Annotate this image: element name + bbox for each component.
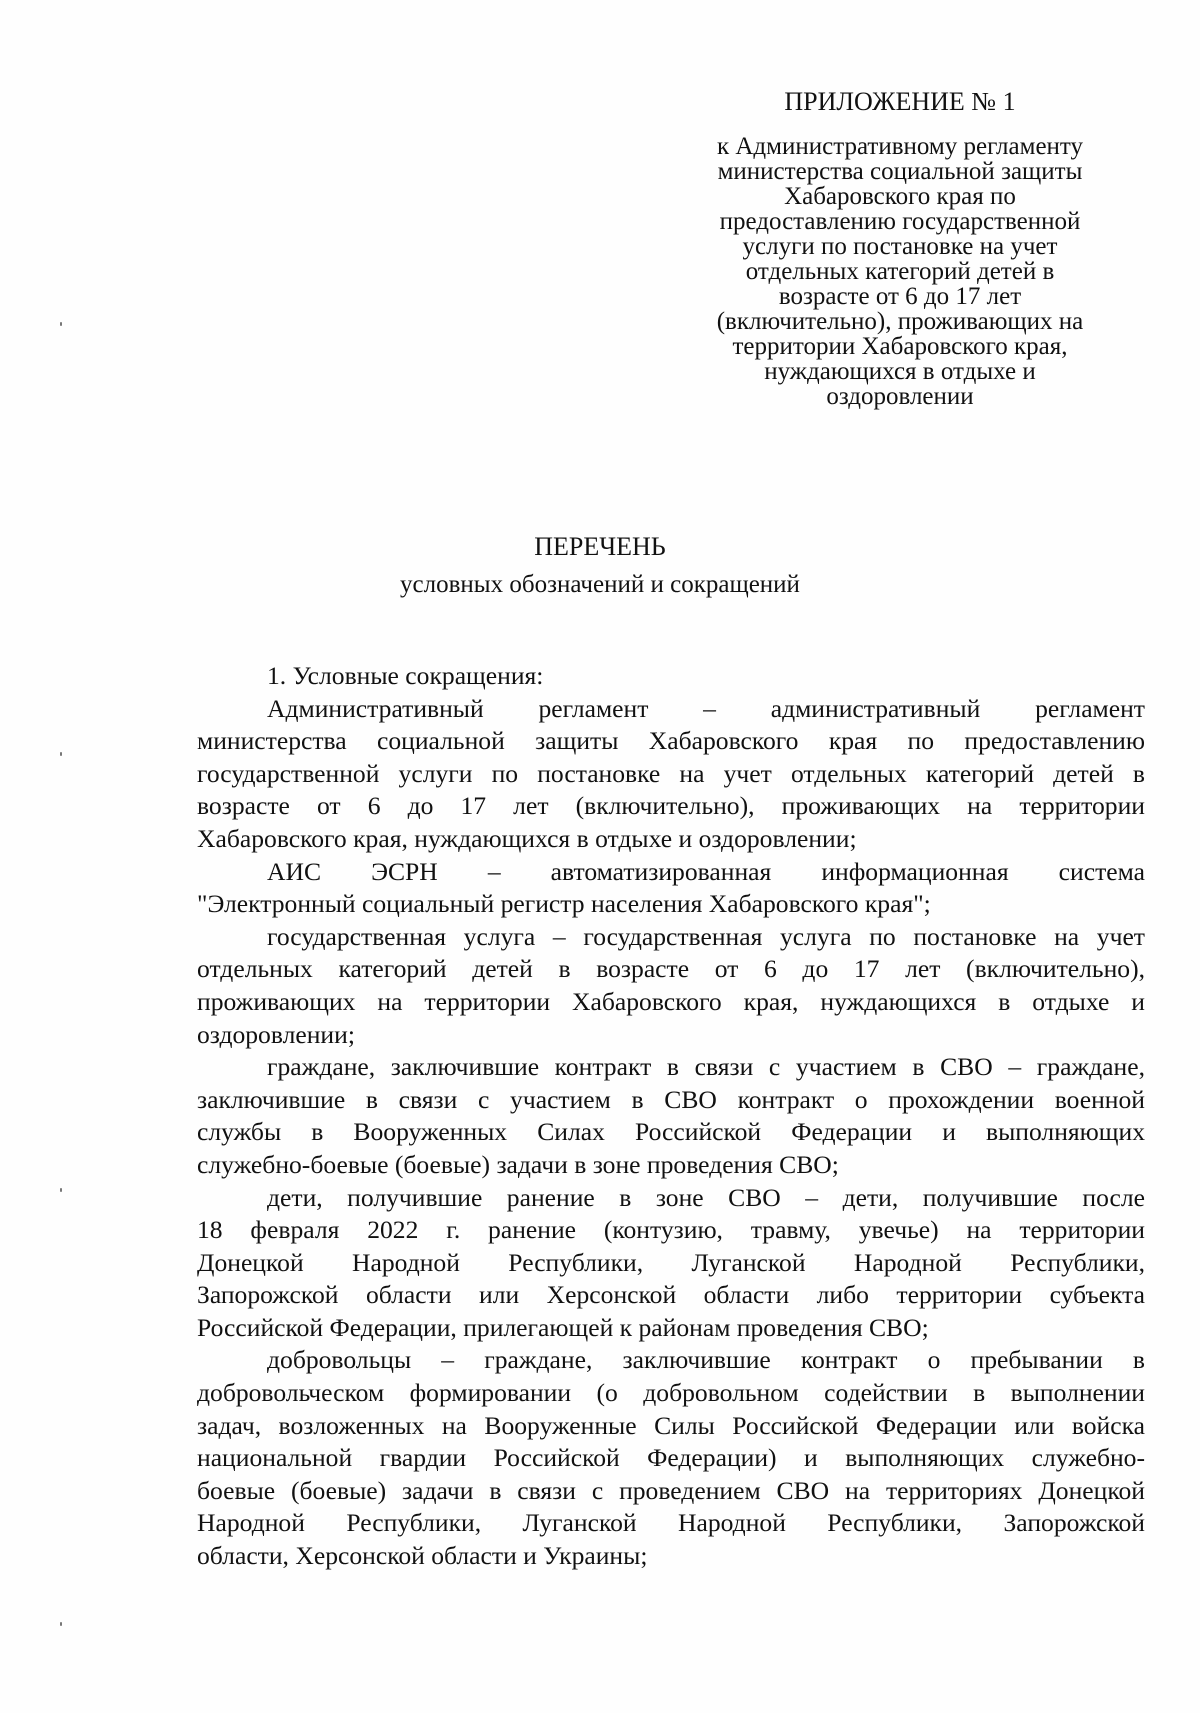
paragraph-line: боевые (боевые) задачи в связи с проведением СВО на территориях Донецкой [197, 1475, 1145, 1505]
scan-speck [60, 752, 62, 756]
paragraph [197, 856, 1145, 921]
paragraph [197, 1182, 1145, 1345]
appendix-line: предоставлению государственной [719, 208, 1081, 235]
paragraph-line: АИС ЭСРН – автоматизированная информационная система [267, 856, 1145, 886]
paragraph-line: службы в Вооруженных Силах Российской Федерации и выполняющих [197, 1117, 1145, 1147]
paragraph-line: добровольцы – граждане, заключившие контракт о пребывании в [267, 1345, 1145, 1375]
paragraph [197, 921, 1145, 1051]
paragraph-line: задач, возложенных на Вооруженные Силы Российской Федерации или войска [197, 1410, 1145, 1440]
paragraph-line: министерства социальной защиты Хабаровского края по предоставлению [197, 726, 1145, 756]
paragraph-line: 1. Условные сокращения: [267, 661, 544, 690]
appendix-line: отдельных категорий детей в [745, 258, 1055, 285]
scan-speck [60, 1188, 62, 1192]
scan-speck [60, 1622, 62, 1626]
paragraph-line: 18 февраля 2022 г. ранение (контузию, травму, увечье) на территории [197, 1215, 1145, 1245]
appendix-line: возрасте от 6 до 17 лет [778, 283, 1022, 310]
paragraph-line: отдельных категорий детей в возрасте от 6 до 17 лет (включительно), [197, 954, 1145, 984]
appendix-lines [690, 134, 1110, 409]
paragraph-line: Российской Федерации, прилегающей к районам проведения СВО; [197, 1312, 929, 1342]
paragraph-line: Народной Республики, Луганской Народной Республики, Запорожской [197, 1508, 1145, 1538]
paragraph-line: проживающих на территории Хабаровского края, нуждающихся в отдыхе и [197, 986, 1145, 1016]
paragraph-line: Хабаровского края, нуждающихся в отдыхе и оздоровлении; [197, 823, 857, 853]
appendix-line: министерства социальной защиты [717, 158, 1083, 185]
paragraph-line: государственная услуга – государственная услуга по постановке на учет [267, 921, 1145, 951]
appendix-line: к Административному регламенту [716, 133, 1084, 160]
paragraph-line: граждане, заключившие контракт в связи с участием в СВО – граждане, [267, 1052, 1145, 1082]
paragraph-line: дети, получившие ранение в зоне СВО – дети, получившие после [267, 1182, 1145, 1212]
paragraph-line: заключившие в связи с участием в СВО контракт о прохождении военной [197, 1084, 1145, 1114]
paragraph-line: Донецкой Народной Республики, Луганской Народной Республики, [197, 1247, 1145, 1277]
paragraph [197, 693, 1145, 856]
scan-speck [60, 322, 62, 326]
paragraph [197, 660, 1145, 693]
document-body [197, 660, 1145, 1573]
appendix-line: Хабаровского края по [784, 183, 1016, 210]
paragraph-line: области, Херсонской области и Украины; [197, 1541, 648, 1571]
paragraph-line: национальной гвардии Российской Федерации) и выполняющих служебно- [197, 1443, 1145, 1473]
appendix-line: территории Хабаровского края, [732, 333, 1068, 360]
paragraph-line: "Электронный социальный регистр населения Хабаровского края"; [197, 889, 931, 919]
paragraph-line: возрасте от 6 до 17 лет (включительно), проживающих на территории [197, 791, 1145, 821]
paragraph-line: добровольческом формировании (о добровольном содействии в выполнении [197, 1378, 1145, 1408]
paragraph-line: государственной услуги по постановке на учет отдельных категорий детей в [197, 758, 1145, 788]
appendix-line: (включительно), проживающих на [716, 308, 1084, 335]
paragraph-line: оздоровлении; [197, 1019, 355, 1049]
appendix-line: нуждающихся в отдыхе и [764, 358, 1036, 385]
paragraph [197, 1051, 1145, 1181]
appendix-title: ПРИЛОЖЕНИЕ № 1 [784, 87, 1016, 116]
paragraph-line: Административный регламент – административный регламент [267, 693, 1145, 723]
paragraph-line: служебно-боевые (боевые) задачи в зоне проведения СВО; [197, 1149, 839, 1179]
paragraph-line: Запорожской области или Херсонской области либо территории субъекта [197, 1280, 1145, 1310]
document-title: ПЕРЕЧЕНЬ [534, 532, 666, 561]
appendix-block [690, 88, 1110, 409]
appendix-line: оздоровлении [826, 383, 974, 410]
appendix-line: услуги по постановке на учет [742, 233, 1058, 260]
paragraph [197, 1344, 1145, 1572]
document-subtitle: условных обозначений и сокращений [400, 571, 800, 598]
